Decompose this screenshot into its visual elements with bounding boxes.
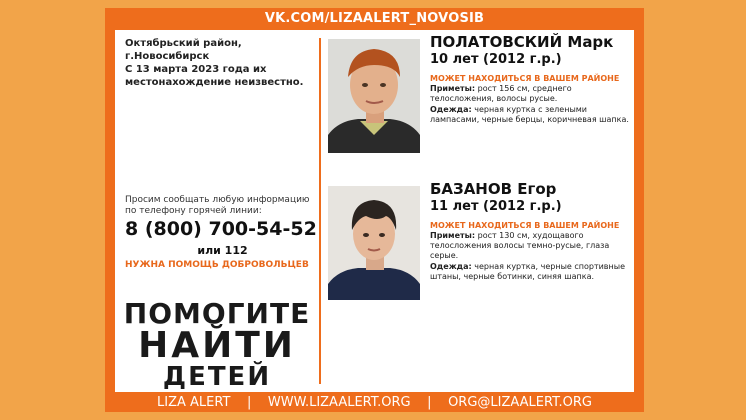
signs-label: Приметы: bbox=[430, 231, 476, 240]
headline-line-3: ДЕТЕЙ bbox=[162, 362, 272, 392]
location-line: С 13 марта 2023 года их bbox=[125, 64, 267, 75]
clothes-label: Одежда: bbox=[430, 262, 472, 271]
signs-text: рост 130 см, худощавого телосложения волосы темно-русые, глаза серые. bbox=[430, 231, 610, 260]
location-text bbox=[125, 37, 315, 89]
region-note: МОЖЕТ НАХОДИТЬСЯ В ВАШЕМ РАЙОНЕ bbox=[430, 221, 620, 230]
headline-line-2: НАЙТИ bbox=[138, 325, 296, 366]
footer-site-link[interactable]: WWW.LIZAALERT.ORG bbox=[267, 395, 411, 410]
missing-poster bbox=[105, 8, 644, 412]
child-name: ПОЛАТОВСКИЙ Марк bbox=[430, 33, 614, 51]
footer-brand: LIZA ALERT bbox=[157, 395, 231, 410]
boy-portrait-1-illustration bbox=[328, 39, 420, 153]
hotline-phone[interactable]: 8 (800) 700-54-52 bbox=[125, 218, 317, 240]
footer-separator: | bbox=[427, 395, 432, 410]
hotline-request: Просим сообщать любую информацию по телефону горячей линии: bbox=[125, 195, 310, 216]
header-site-link[interactable]: VK.COM/LIZAALERT_NOVOSIB bbox=[264, 11, 485, 26]
child-photo-2 bbox=[328, 186, 420, 300]
child-signs bbox=[430, 231, 630, 261]
footer-bar bbox=[105, 394, 644, 412]
poster-panel bbox=[115, 30, 634, 392]
child-age: 10 лет (2012 г.р.) bbox=[430, 52, 562, 67]
volunteers-needed: НУЖНА ПОМОЩЬ ДОБРОВОЛЬЦЕВ bbox=[125, 260, 309, 270]
footer-separator: | bbox=[246, 395, 252, 410]
signs-label: Приметы: bbox=[430, 84, 476, 93]
child-clothes bbox=[430, 105, 630, 125]
child-info-2 bbox=[430, 180, 630, 282]
clothes-text: черная куртка, черные спортивные штаны, черные ботинки, синяя шапка. bbox=[430, 262, 625, 281]
location-line: г.Новосибирск bbox=[125, 51, 210, 62]
footer-email-link[interactable]: ORG@LIZAALERT.ORG bbox=[448, 395, 592, 410]
child-signs bbox=[430, 84, 630, 104]
location-line: местонахождение неизвестно. bbox=[125, 77, 304, 88]
child-name: БАЗАНОВ Егор bbox=[430, 180, 557, 198]
child-info-1 bbox=[430, 33, 630, 125]
location-line: Октябрьский район, bbox=[125, 38, 242, 49]
clothes-label: Одежда: bbox=[430, 105, 472, 114]
region-note: МОЖЕТ НАХОДИТЬСЯ В ВАШЕМ РАЙОНЕ bbox=[430, 74, 620, 83]
boy-portrait-2-illustration bbox=[328, 186, 420, 300]
headline-line-1: ПОМОГИТЕ bbox=[123, 297, 311, 330]
clothes-text: черная куртка с зелеными лампасами, черные берцы, коричневая шапка. bbox=[430, 105, 629, 124]
child-age: 11 лет (2012 г.р.) bbox=[430, 199, 562, 214]
signs-text: рост 156 см, среднего телосложения, волосы русые. bbox=[430, 84, 572, 103]
alt-phone[interactable]: или 112 bbox=[197, 244, 248, 257]
child-clothes bbox=[430, 262, 630, 282]
child-photo-1 bbox=[328, 39, 420, 153]
